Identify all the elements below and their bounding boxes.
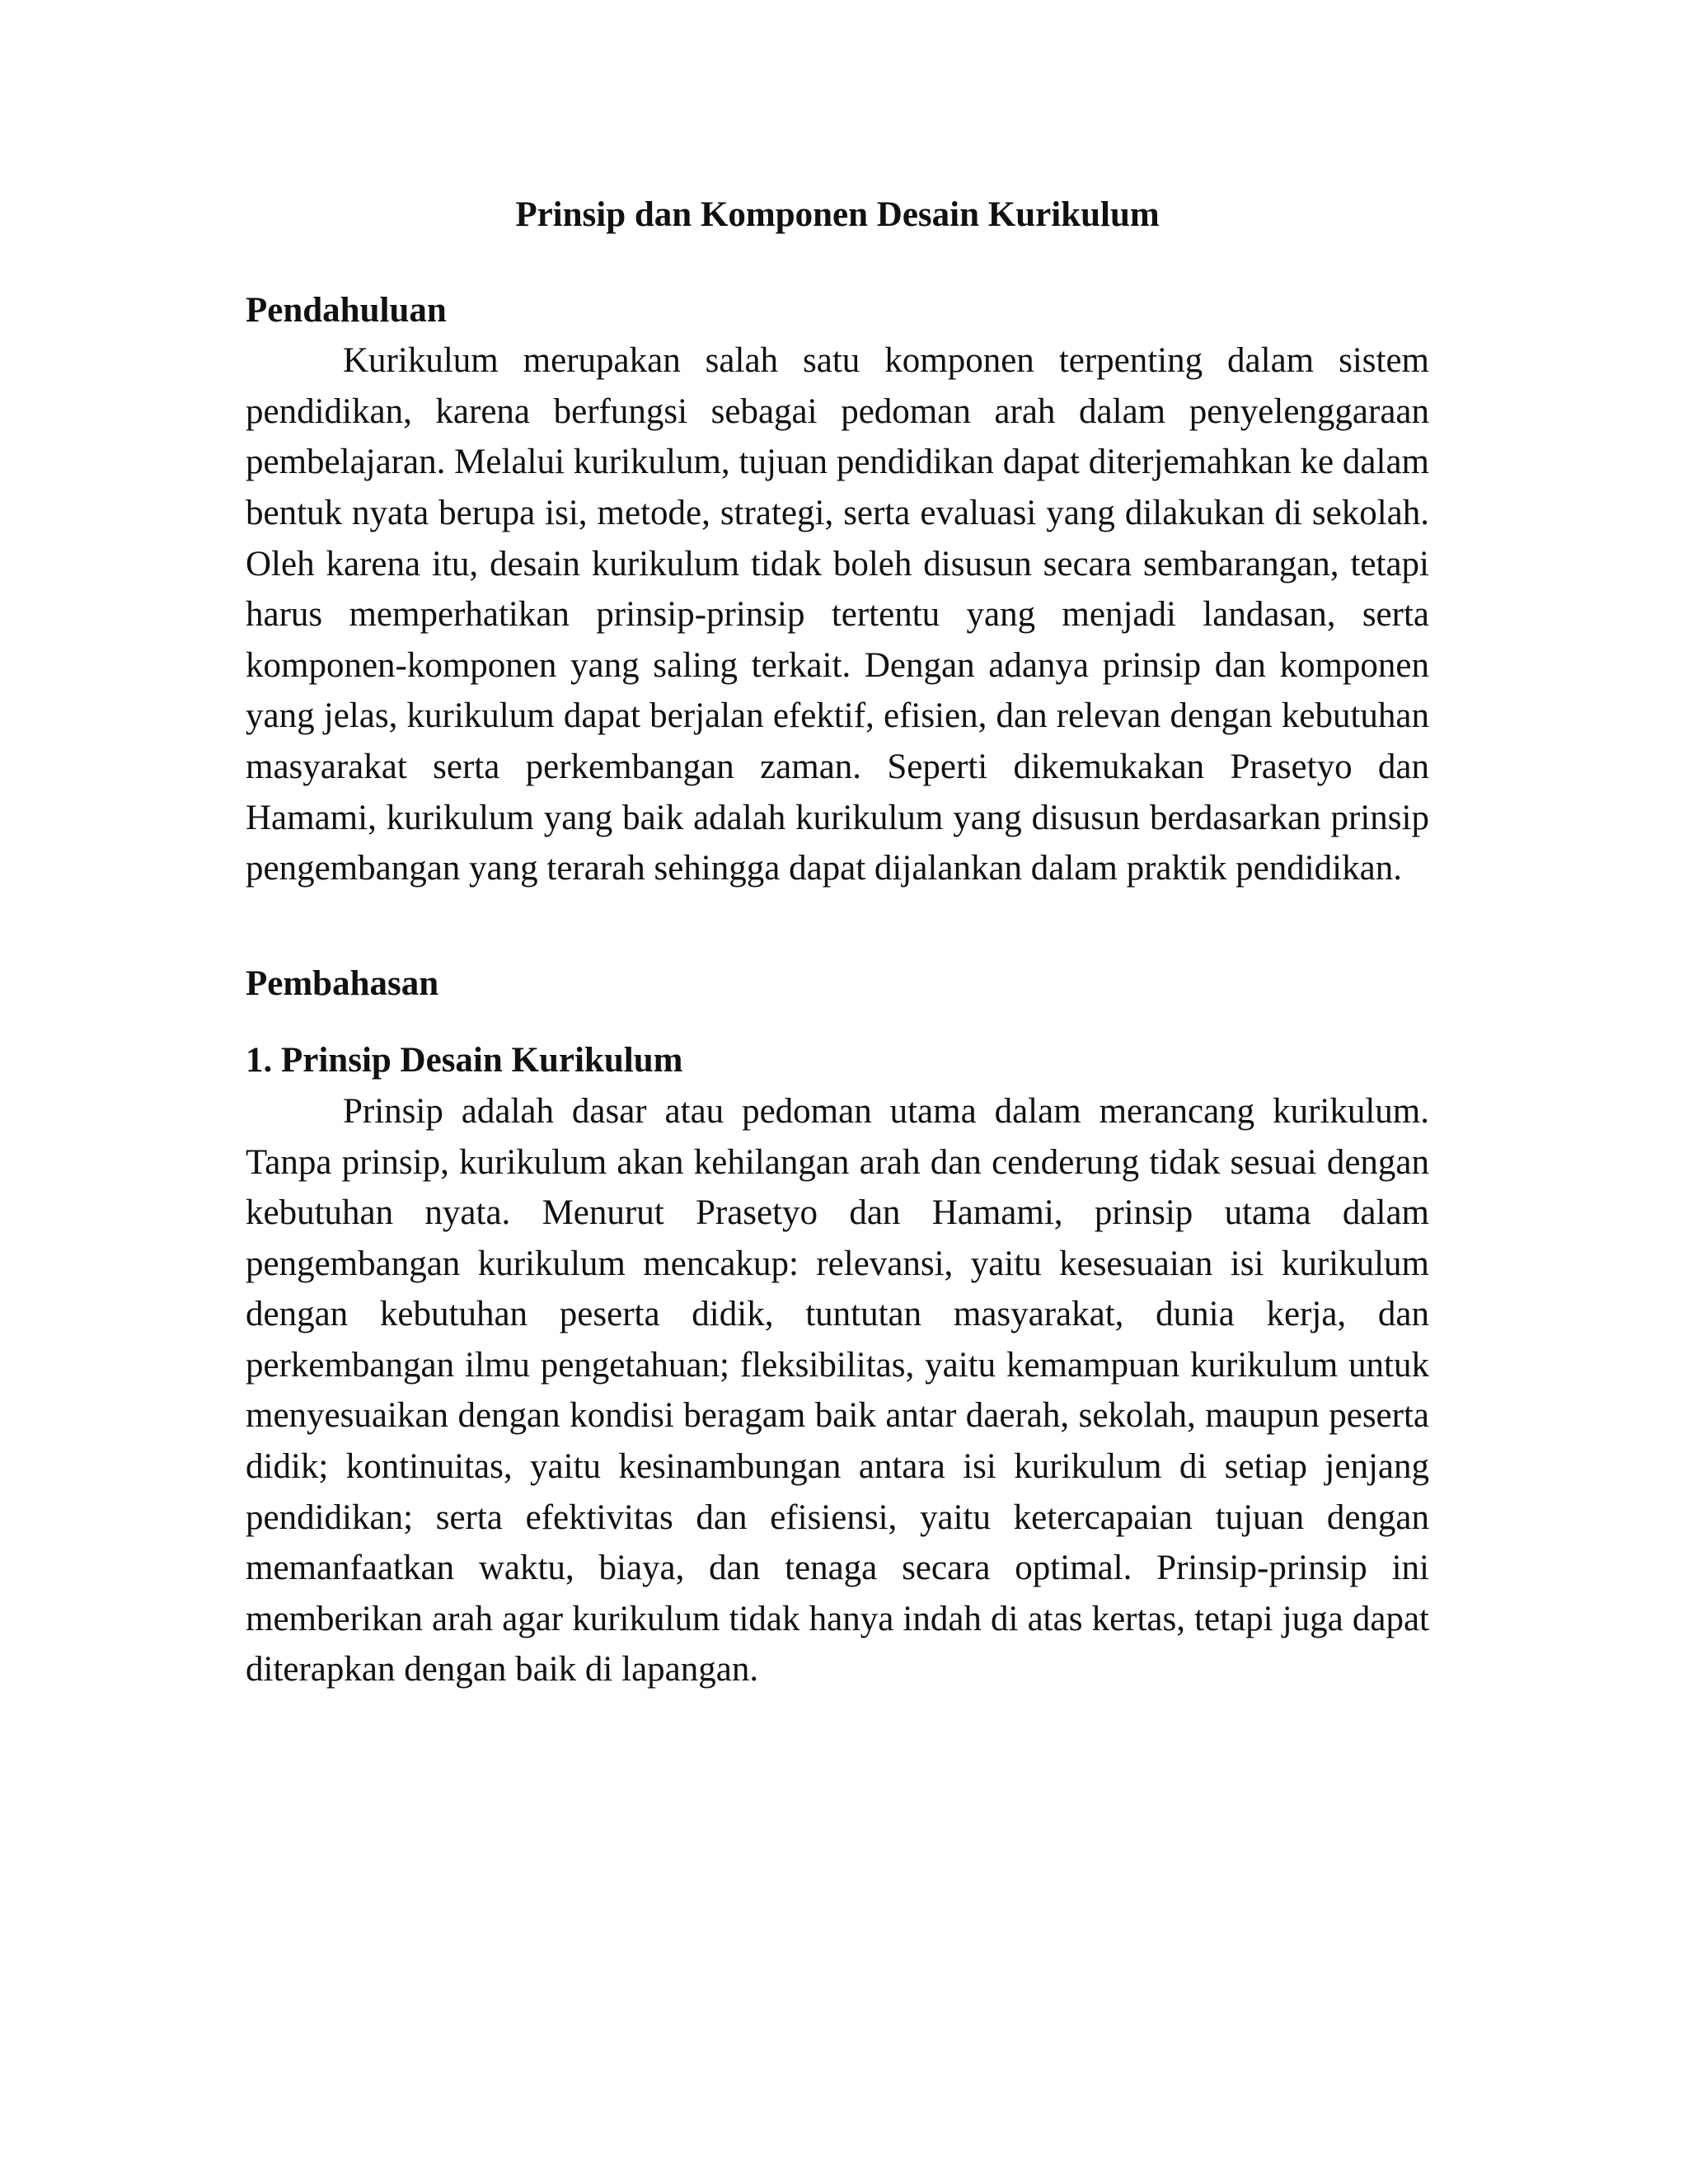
section-heading-pembahasan: Pembahasan <box>246 963 439 1003</box>
paragraph-prinsip: Prinsip adalah dasar atau pedoman utama dalam merancang kurikulum. Tanpa prinsip, kurikulum akan kehilangan arah dan cenderung tidak sesuai dengan kebutuhan nyata. Menurut Prasetyo dan Hamami, prinsip utama dalam pengembangan kurikulum mencakup: relevansi, yaitu kesesuaian isi kurikulum dengan kebutuhan peserta didik, tuntutan masyarakat, dunia kerja, dan perkembangan ilmu pengetahuan; fleksibilitas, yaitu kemampuan kurikulum untuk menyesuaikan dengan kondisi beragam baik antar daerah, sekolah, maupun peserta didik; kontinuitas, yaitu kesinambungan antara isi kurikulum di setiap jenjang pendidikan; serta efektivitas dan efisiensi, yaitu ketercapaian tujuan dengan memanfaatkan waktu, biaya, dan tenaga secara optimal. Prinsip-prinsip ini memberikan arah agar kurikulum tidak hanya indah di atas kertas, tetapi juga dapat diterapkan dengan baik di lapangan. <box>246 1091 1429 1690</box>
paragraph-pendahuluan: Kurikulum merupakan salah satu komponen terpenting dalam sistem pendidikan, karena berfungsi sebagai pedoman arah dalam penyelenggaraan pembelajaran. Melalui kurikulum, tujuan pendidikan dapat diterjemahkan ke dalam bentuk nyata berupa isi, metode, strategi, serta evaluasi yang dilakukan di sekolah. Oleh karena itu, desain kurikulum tidak boleh disusun secara sembarangan, tetapi harus memperhatikan prinsip-prinsip tertentu yang menjadi landasan, serta komponen-komponen yang saling terkait. Dengan adanya prinsip dan komponen yang jelas, kurikulum dapat berjalan efektif, efisien, dan relevan dengan kebutuhan masyarakat serta perkembangan zaman. Seperti dikemukakan Prasetyo dan Hamami, kurikulum yang baik adalah kurikulum yang disusun berdasarkan prinsip pengembangan yang terarah sehingga dapat dijalankan dalam praktik pendidikan. <box>246 341 1429 888</box>
section-spacer <box>246 1009 1429 1035</box>
document-title: Prinsip dan Komponen Desain Kurikulum <box>515 195 1160 234</box>
section-heading-pendahuluan: Pendahuluan <box>246 290 447 330</box>
document-body <box>246 190 1429 1695</box>
section-spacer <box>246 894 1429 958</box>
subsection-heading-prinsip: 1. Prinsip Desain Kurikulum <box>246 1041 683 1080</box>
